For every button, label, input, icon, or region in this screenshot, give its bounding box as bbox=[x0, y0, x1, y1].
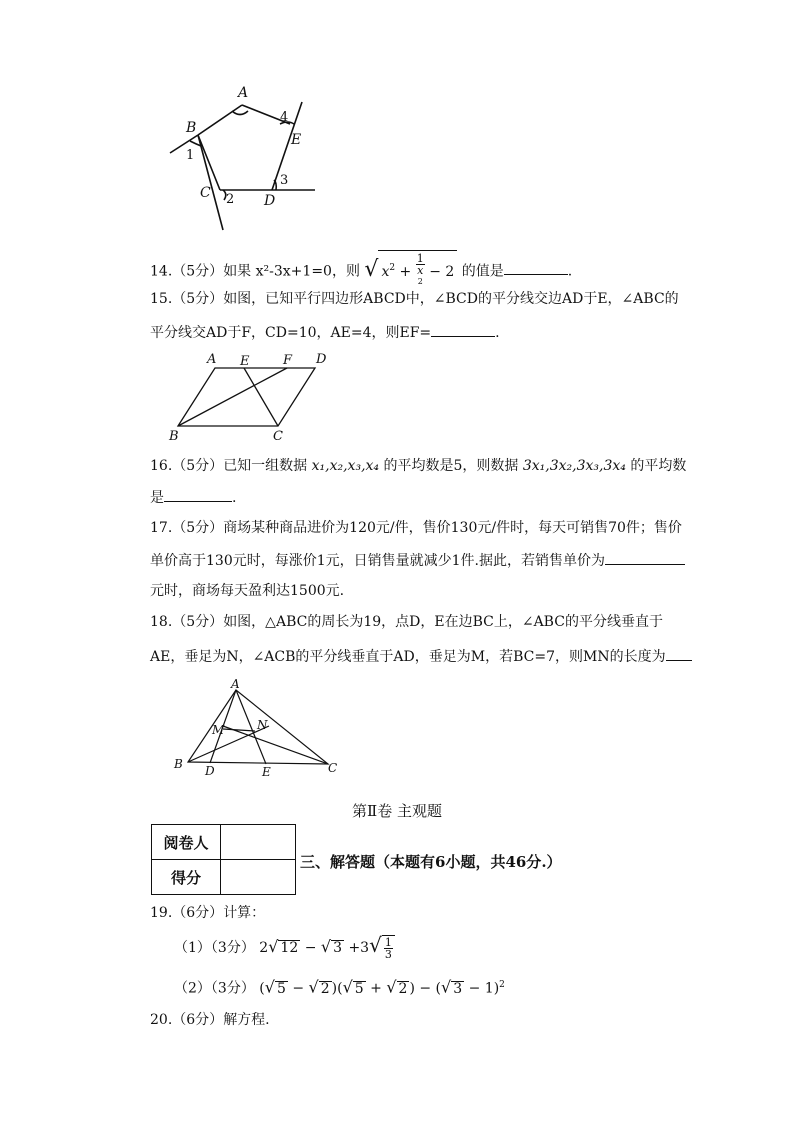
q15-answer-blank bbox=[431, 322, 495, 337]
label-a: A bbox=[238, 85, 249, 101]
q14-sqrt-expression: √ $x^2$ + 1 x $^2$ − 2 bbox=[364, 250, 457, 293]
q14-text-before: 如果 x²-3x+1=0，则 bbox=[223, 263, 360, 280]
section-heading: 三、解答题（本题有6小题，共46分.） bbox=[300, 853, 562, 871]
line-ce bbox=[244, 368, 278, 426]
question-16-line1: 16.（5分）已知一组数据 x₁,x₂,x₃,x₄ 的平均数是5，则数据 3x₁,3x₂,3x₃,3x₄ 的平均数 bbox=[150, 458, 687, 474]
label-b: B bbox=[186, 120, 197, 136]
line-bf bbox=[178, 368, 287, 426]
label-m: M bbox=[212, 723, 225, 737]
extension-line-bc bbox=[198, 135, 223, 230]
q16-data-1: x₁,x₂,x₃,x₄ bbox=[311, 458, 380, 474]
question-20: 20.（6分）解方程. bbox=[150, 1012, 270, 1028]
question-18-line2: AE，垂足为N，∠ACB的平分线垂直于AD，垂足为M，若BC=7，则MN的长度为 bbox=[150, 646, 692, 667]
parallelogram-figure bbox=[165, 348, 340, 444]
q18-answer-blank bbox=[666, 646, 692, 661]
label-n: N bbox=[257, 718, 268, 732]
label-a: A bbox=[207, 352, 217, 367]
label-b: B bbox=[169, 429, 179, 444]
label-b: B bbox=[174, 757, 183, 771]
question-19: 19.（6分）计算： bbox=[150, 905, 266, 921]
label-e: E bbox=[240, 354, 250, 369]
label-c: C bbox=[200, 185, 211, 201]
score-label: 得分 bbox=[152, 860, 221, 895]
q14-score: （5分） bbox=[172, 263, 224, 280]
question-17-line2: 单价高于130元时，每涨价1元，日销售量就减少1件.据此，若销售单价为 bbox=[150, 550, 685, 571]
score-cell[interactable] bbox=[221, 860, 296, 895]
question-15-line1: 15.（5分）如图，已知平行四边形ABCD中，∠BCD的平分线交边AD于E，∠ABC的 bbox=[150, 291, 679, 307]
section-title: 第Ⅱ卷 主观题 bbox=[352, 802, 442, 820]
segment-mn bbox=[223, 729, 255, 731]
label-d: D bbox=[316, 352, 327, 367]
label-f: F bbox=[283, 353, 293, 368]
label-d: D bbox=[264, 193, 276, 209]
line-cm bbox=[223, 726, 328, 764]
label-e: E bbox=[291, 132, 302, 148]
question-18-line1: 18.（5分）如图，△ABC的周长为19，点D，E在边BC上，∠ABC的平分线垂直于 bbox=[150, 614, 663, 630]
triangle-figure bbox=[170, 678, 350, 780]
label-angle-2: 2 bbox=[226, 192, 235, 207]
question-14: 14.（5分）如果 x²-3x+1=0，则 √ $x^2$ + 1 x $^2$ − 2 的值是 . bbox=[150, 250, 572, 293]
grader-cell[interactable] bbox=[221, 825, 296, 860]
q16-answer-blank bbox=[164, 487, 232, 502]
label-c: C bbox=[328, 761, 338, 775]
label-angle-3: 3 bbox=[280, 173, 289, 188]
label-c: C bbox=[273, 429, 283, 444]
question-17-line3: 元时，商场每天盈利达1500元. bbox=[150, 583, 345, 599]
grader-label: 阅卷人 bbox=[152, 825, 221, 860]
grader-score-table bbox=[151, 824, 296, 895]
parallelogram-abcd bbox=[178, 368, 315, 426]
label-angle-4: 4 bbox=[280, 110, 289, 125]
q17-answer-blank bbox=[605, 550, 685, 565]
question-17-line1: 17.（5分）商场某种商品进价为120元/件，售价130元/件时，每天可销售70件；售价 bbox=[150, 520, 682, 536]
question-16-line2: 是 . bbox=[150, 487, 236, 508]
angle-arc-a bbox=[232, 111, 248, 115]
q14-answer-blank bbox=[504, 260, 568, 275]
question-15-line2: 平分线交AD于F，CD=10，AE=4，则EF= . bbox=[150, 322, 500, 343]
label-d: D bbox=[205, 764, 215, 778]
q14-number: 14. bbox=[150, 263, 173, 280]
q14-text-after: 的值是 bbox=[461, 263, 504, 280]
question-19-part-1: （1）（3分） 2√ 12 − √ 3 +3√ $\frac{1}{3}$ bbox=[174, 935, 395, 961]
question-19-part-2: （2）（3分） (√ 5 − √ 2 )(√ 5 + √ 2 ) − (√ 3 − 1)$^2$ bbox=[174, 977, 505, 997]
q16-data-2: 3x₁,3x₂,3x₃,3x₄ bbox=[522, 458, 626, 474]
label-a: A bbox=[231, 678, 240, 691]
label-e: E bbox=[262, 765, 271, 779]
label-angle-1: 1 bbox=[186, 148, 195, 163]
pentagon-edge-bc bbox=[198, 135, 220, 190]
pentagon-edge-ba bbox=[198, 105, 242, 135]
pentagon-figure bbox=[160, 80, 330, 240]
